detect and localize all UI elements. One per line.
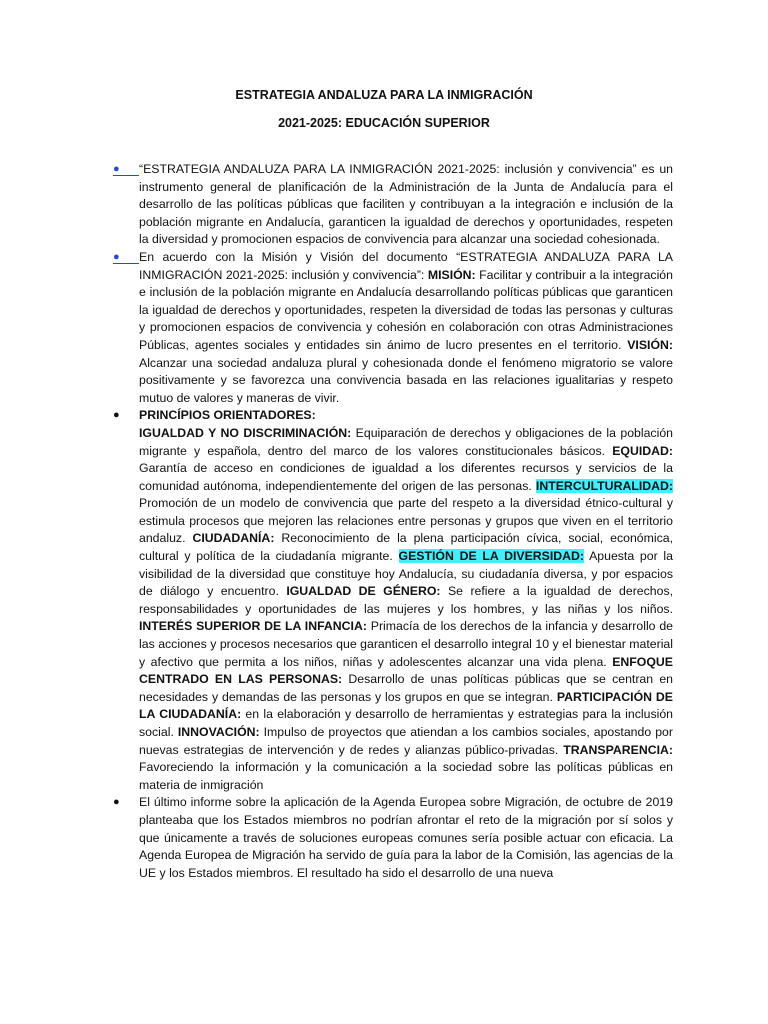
highlighted-principle-label: INTERCULTURALIDAD:: [535, 478, 673, 493]
list-item-mision-vision: [113, 249, 673, 407]
principle-text: Promoción de un modelo de convivencia que parte del respeto a la diversidad étnico-cultural y estimula procesos que mejoren las relaciones entre personas y grupos que viven en el territorio andaluz.: [139, 496, 673, 546]
principle-text: Primacía de los derechos de la infancia y desarrollo de las acciones y procesos necesarios que garanticen el desarrollo integral 10 y el bienestar material y afectivo que permita a los niños, niñas y adolescentes alcanzar una vida plena.: [139, 619, 674, 669]
principle-label: PARTICIPACIÓN DE LA CIUDADANÍA:: [139, 689, 673, 722]
bullet-icon: ●: [113, 796, 120, 809]
mision-label: MISIÓN:: [427, 267, 476, 282]
paragraph-text: “ESTRATEGIA ANDALUZA PARA LA INMIGRACIÓN 2021-2025: inclusión y convivencia” es un instrumento general de planificación de la Administración de la Junta de Andalucía para el desarrollo de las políticas públicas que faciliten y contribuyan a la integración e inclusión de la población migrante en Andalucía, garanticen la igualdad de derechos y oportunidades, respeten la diversidad y promocionen espacios de convivencia para alcanzar una sociedad cohesionada.: [139, 162, 673, 247]
principle-label: INNOVACIÓN:: [177, 725, 260, 739]
document-title: ESTRATEGIA ANDALUZA PARA LA INMIGRACIÓN: [235, 88, 533, 102]
document-subtitle: 2021-2025: EDUCACIÓN SUPERIOR: [278, 116, 490, 130]
list-item-principios: [113, 407, 674, 794]
principle-label: CIUDADANÍA:: [192, 531, 275, 546]
principios-heading: PRINCÍPIOS ORIENTADORES:: [139, 408, 316, 423]
principle-text: Favoreciendo la información y la comunicación a la sociedad sobre las políticas públicas en materia de inmigración: [139, 760, 673, 792]
bullet-list: [113, 161, 674, 882]
principle-label: INTERÉS SUPERIOR DE LA INFANCIA:: [139, 619, 367, 634]
highlighted-principle-label: GESTIÓN DE LA DIVERSIDAD:: [398, 549, 585, 564]
mision-text: Facilitar y contribuir a la integración e inclusión de la población migrante en Andalucía desarrollando políticas públicas que garanticen la igualdad de derechos y oportunidades, respeten la diversidad de todas las personas y culturas y promocionen espacios de convivencia y cohesión en colaboración con otras Administraciones Públicas, agentes sociales y entidades sin ánimo de lucro presentes en el territorio.: [139, 267, 673, 352]
bullet-icon: ●: [113, 409, 120, 422]
principle-label: TRANSPARENCIA:: [563, 742, 673, 757]
bullet-icon[interactable]: ●: [113, 249, 120, 267]
principle-text: Se refiere a la igualdad de derechos, responsabilidades y oportunidades de las mujeres y los hombres, y las niñas y los niños.: [139, 584, 674, 616]
list-item-definition: [113, 161, 673, 249]
principle-text: Desarrollo de unas políticas públicas que se centran en necesidades y demandas de las personas y los grupos en que se integran.: [139, 672, 674, 704]
vision-text: Alcanzar una sociedad andaluza plural y cohesionada donde el fenómeno migratorio se valore positivamente y se favorezca una convivencia basada en las relaciones igualitarias y respeto mutuo de valores y maneras de vivir.: [139, 355, 673, 405]
principle-label: ENFOQUE CENTRADO EN LAS PERSONAS:: [139, 654, 673, 687]
bullet-icon[interactable]: ●: [113, 161, 120, 179]
principle-label: IGUALDAD Y NO DISCRIMINACIÓN:: [139, 425, 352, 440]
principle-label: IGUALDAD DE GÉNERO:: [286, 584, 441, 599]
principle-label: EQUIDAD:: [612, 443, 673, 458]
vision-label: VISIÓN:: [627, 337, 673, 352]
paragraph-text: En acuerdo con la Misión y Visión del documento “ESTRATEGIA ANDALUZA PARA LA INMIGRACIÓN 2021-2025: inclusión y convivencia”:: [139, 249, 673, 282]
principle-text: Impulso de proyectos que atiendan a los cambios sociales, apostando por nuevas estrategias de intervención y de redes y alianzas público-privadas.: [139, 725, 673, 757]
principle-text: Garantía de acceso en condiciones de igualdad a los diferentes recursos y servicios de la comunidad autónoma, independientemente del origen de las personas.: [139, 461, 673, 493]
list-item-agenda-europea: [113, 794, 673, 882]
principle-text: Apuesta por la visibilidad de la diversidad que constituye hoy Andalucía, su ciudadanía diversa, y por espacios de diálogo y encuentro.: [139, 549, 673, 599]
principle-text: Reconocimiento de la plena participación cívica, social, económica, cultural y política de la ciudadanía migrante.: [139, 531, 674, 564]
principle-text: en la elaboración y desarrollo de herramientas y estrategias para la inclusión social.: [139, 707, 673, 739]
paragraph-text: El último informe sobre la aplicación de la Agenda Europea sobre Migración, de octubre de 2019 planteaba que los Estados miembros no podrían afrontar el reto de la migración por sí solos y que únicamente a través de soluciones europeas comunes sería posible actuar con eficacia. La Agenda Europea de Migración ha servido de guía para la labor de la Comisión, las agencias de la UE y los Estados miembros. El resultado ha sido el desarrollo de una nueva: [139, 795, 673, 880]
principle-text: Equiparación de derechos y obligaciones de la población migrante y española, dentro del marco de los valores constitucionales básicos.: [139, 425, 673, 458]
